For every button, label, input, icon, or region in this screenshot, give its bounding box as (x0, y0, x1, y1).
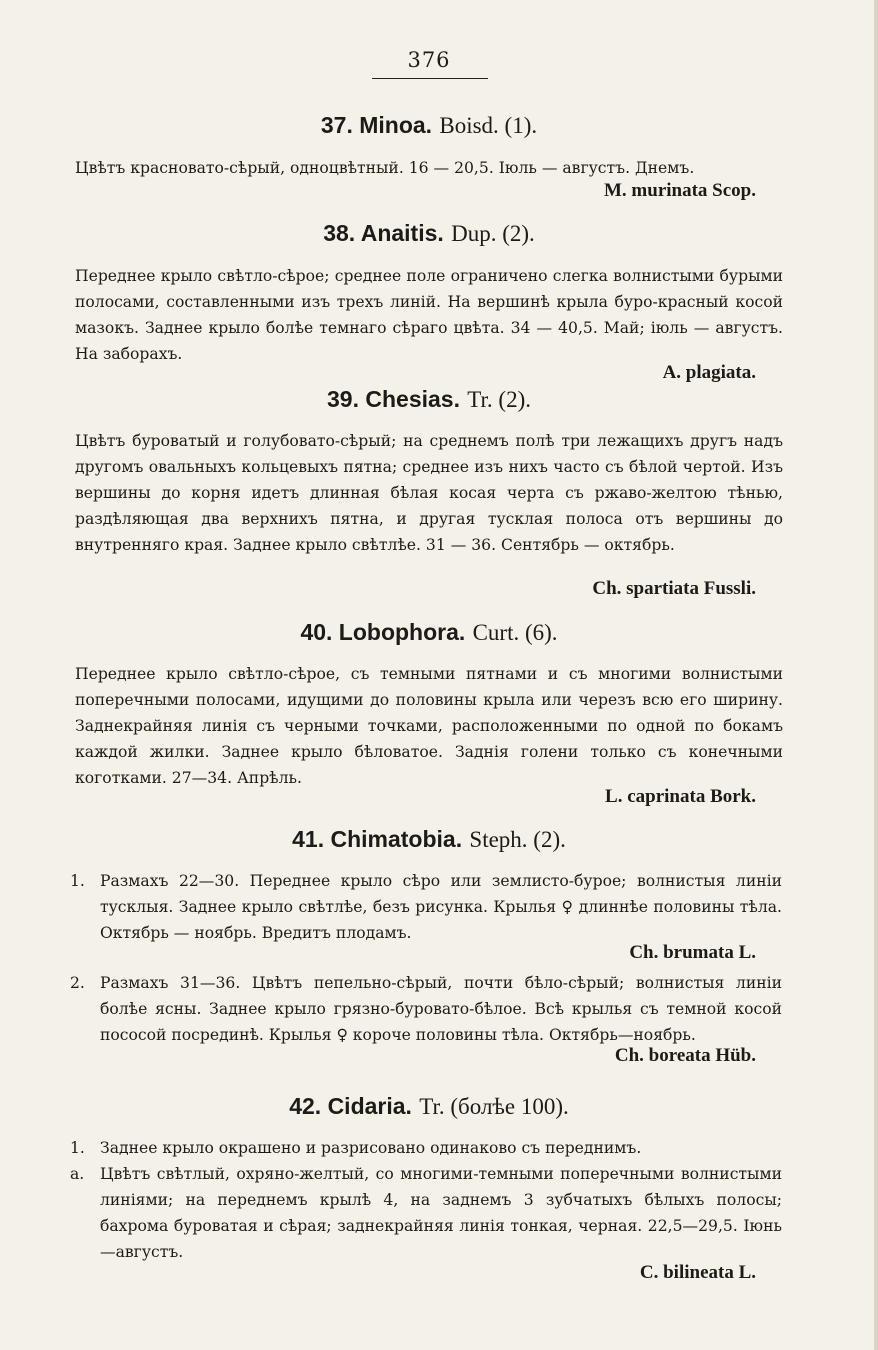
genus-author: Dup. (2). (451, 221, 535, 246)
genus-heading-40 (0, 619, 858, 646)
key-item-42-a (70, 1161, 782, 1265)
species-name-37: M. murinata Scop. (604, 180, 756, 201)
genus-description-38: Переднее крыло свѣтло-сѣрое; среднее поле ограничено слегка волнистыми бурыми полосами, составленными изъ трехъ линій. На вершинѣ крыла буро-красный косой мазокъ. Заднее крыло болѣе темнаго сѣраго цвѣта. 34 — 40,5. Май; іюль — августъ. На заборахъ. (75, 267, 783, 363)
genus-name: 42. Cidaria. (289, 1093, 412, 1119)
genus-author: Curt. (6). (472, 620, 558, 645)
genus-description-37: Цвѣтъ красновато-сѣрый, одноцвѣтный. 16 — 20,5. Іюль — августъ. Днемъ. (75, 159, 695, 177)
item-marker: 2. (70, 974, 85, 992)
genus-description-40: Переднее крыло свѣтло-сѣрое, съ темными пятнами и съ многими волнистыми поперечными полосами, идущими до половины крыла или черезъ всю его ширину. Заднекрайняя линія съ черными точками, расположенными по одной по бокамъ каждой жилки. Заднее крыло бѣловатое. Заднія голени только съ конечными коготками. 27—34. Апрѣль. (75, 665, 783, 787)
genus-heading-41 (0, 826, 858, 853)
genus-author: Boisd. (1). (439, 113, 538, 138)
page-number: 376 (407, 48, 451, 72)
genus-name: 38. Anaitis. (323, 220, 444, 246)
species-name-40: L. caprinata Bork. (605, 786, 756, 807)
genus-heading-37 (0, 112, 858, 139)
genus-author: Tr. (болѣе 100). (419, 1094, 569, 1119)
species-name-42-a: C. bilineata L. (639, 1262, 756, 1283)
species-name-38: A. plagiata. (662, 362, 756, 383)
genus-name: 40. Lobophora. (300, 619, 466, 645)
genus-name: 37. Minoa. (320, 112, 433, 138)
genus-heading-39 (0, 386, 858, 413)
item-text: Размахъ 22—30. Переднее крыло сѣро или землисто-бурое; волнистыя линіи тусклыя. Заднее крыло свѣтлѣе, безъ рисунка. Крылья ♀ длиннѣе половины тѣла. Октябрь — ноябрь. Вредитъ плодамъ. (100, 872, 782, 942)
key-item-41-2 (70, 970, 782, 1048)
item-text: Заднее крыло окрашено и разрисовано одинаково съ переднимъ. (100, 1139, 642, 1157)
genus-author: Tr. (2). (467, 387, 531, 412)
genus-author: Steph. (2). (469, 827, 566, 852)
item-text: Размахъ 31—36. Цвѣтъ пепельно-сѣрый, почти бѣло-сѣрый; волнистыя линіи болѣе ясны. Заднее крыло грязно-буровато-бѣлое. Всѣ крылья съ темной косой пососой посрединѣ. Крылья ♀ короче половины тѣла. Октябрь—ноябрь. (100, 974, 782, 1044)
genus-heading-42 (0, 1093, 858, 1120)
genus-description-39: Цвѣтъ буроватый и голубовато-сѣрый; на среднемъ полѣ три лежащихъ другъ надъ другомъ овальныхъ кольцевыхъ пятна; среднее изъ нихъ часто съ бѣлой чертой. Изъ вершины до корня идетъ длинная бѣлая косая черта съ ржаво-желтою тѣнью, раздѣляющая два верхнихъ пятна, и другая тусклая полоса отъ вершины до внутренняго края. Заднее крыло свѣтлѣе. 31 — 36. Сентябрь — октябрь. (75, 432, 783, 554)
species-name-41-1: Ch. brumata L. (629, 942, 756, 963)
page-number-rule (372, 78, 488, 79)
item-text: Цвѣтъ свѣтлый, охряно-желтый, со многими-темными поперечными волнистыми линіями; на переднемъ крылѣ 4, на заднемъ 3 зубчатыхъ бѣлыхъ полосы; бахрома буроватая и сѣрая; заднекрайняя линія тонкая, черная. 22,5—29,5. Іюнь—августъ. (100, 1165, 782, 1261)
page-edge (874, 0, 878, 1350)
key-item-42-1 (70, 1135, 782, 1161)
key-item-41-1 (70, 868, 782, 946)
genus-name: 41. Chimatobia. (292, 826, 463, 852)
item-marker: 1. (70, 1139, 85, 1157)
species-name-41-2: Ch. boreata Hüb. (614, 1045, 756, 1066)
genus-heading-38 (0, 220, 858, 247)
genus-name: 39. Chesias. (327, 386, 460, 412)
item-marker: 1. (70, 872, 85, 890)
item-marker: a. (70, 1165, 85, 1183)
species-name-39: Ch. spartiata Fussli. (592, 578, 756, 599)
